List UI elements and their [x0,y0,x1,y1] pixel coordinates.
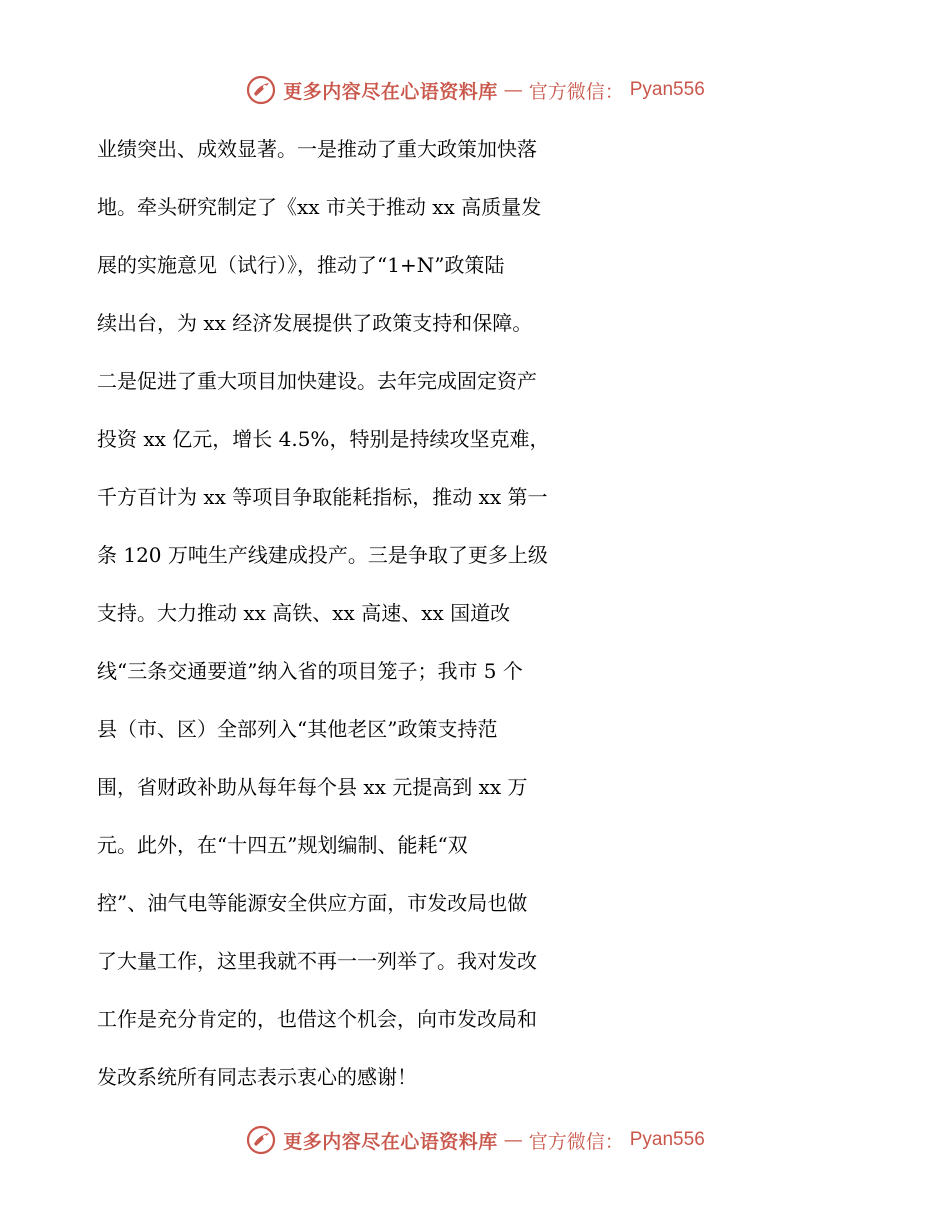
logo-icon [245,74,277,106]
text-line: 条 120 万吨生产线建成投产。三是争取了更多上级 [97,543,548,567]
watermark-text: 更多内容尽在心语资料库 [283,80,498,103]
watermark-label: 官方微信： [528,1130,624,1153]
watermark-id: Pyan556 [629,1129,705,1150]
text-line: 元。此外，在“十四五”规划编制、能耗“双 [97,833,468,857]
text-line: 控”、油气电等能源安全供应方面，市发改局也做 [97,891,528,915]
watermark-id: Pyan556 [629,79,705,100]
text-line: 线“三条交通要道”纳入省的项目笼子；我市 5 个 [97,659,523,683]
watermark-text: 更多内容尽在心语资料库 [283,1130,498,1153]
text-line: 了大量工作，这里我就不再一一列举了。我对发改 [97,949,537,973]
watermark-separator: — [503,1129,523,1151]
watermark-label: 官方微信： [528,80,624,103]
document-body [97,120,857,1106]
footer-watermark [0,1122,950,1158]
header-watermark [0,72,950,108]
text-line: 围，省财政补助从每年每个县 xx 元提高到 xx 万 [97,775,528,799]
text-line: 地。牵头研究制定了《xx 市关于推动 xx 高质量发 [97,195,542,219]
text-line: 投资 xx 亿元，增长 4.5%，特别是持续攻坚克难， [97,427,550,451]
text-line: 发改系统所有同志表示衷心的感谢！ [97,1065,417,1089]
logo-icon [245,1124,277,1156]
text-line: 展的实施意见（试行）》，推动了“1+N”政策陆 [97,253,505,277]
text-line: 千方百计为 xx 等项目争取能耗指标，推动 xx 第一 [97,485,548,509]
text-line: 支持。大力推动 xx 高铁、xx 高速、xx 国道改 [97,601,511,625]
text-line: 二是促进了重大项目加快建设。去年完成固定资产 [97,369,537,393]
text-line: 县（市、区）全部列入“其他老区”政策支持范 [97,717,498,741]
text-line: 工作是充分肯定的，也借这个机会，向市发改局和 [97,1007,537,1031]
text-line: 续出台，为 xx 经济发展提供了政策支持和保障。 [97,311,533,335]
watermark-separator: — [503,79,523,101]
text-line: 业绩突出、成效显著。一是推动了重大政策加快落 [97,137,537,161]
